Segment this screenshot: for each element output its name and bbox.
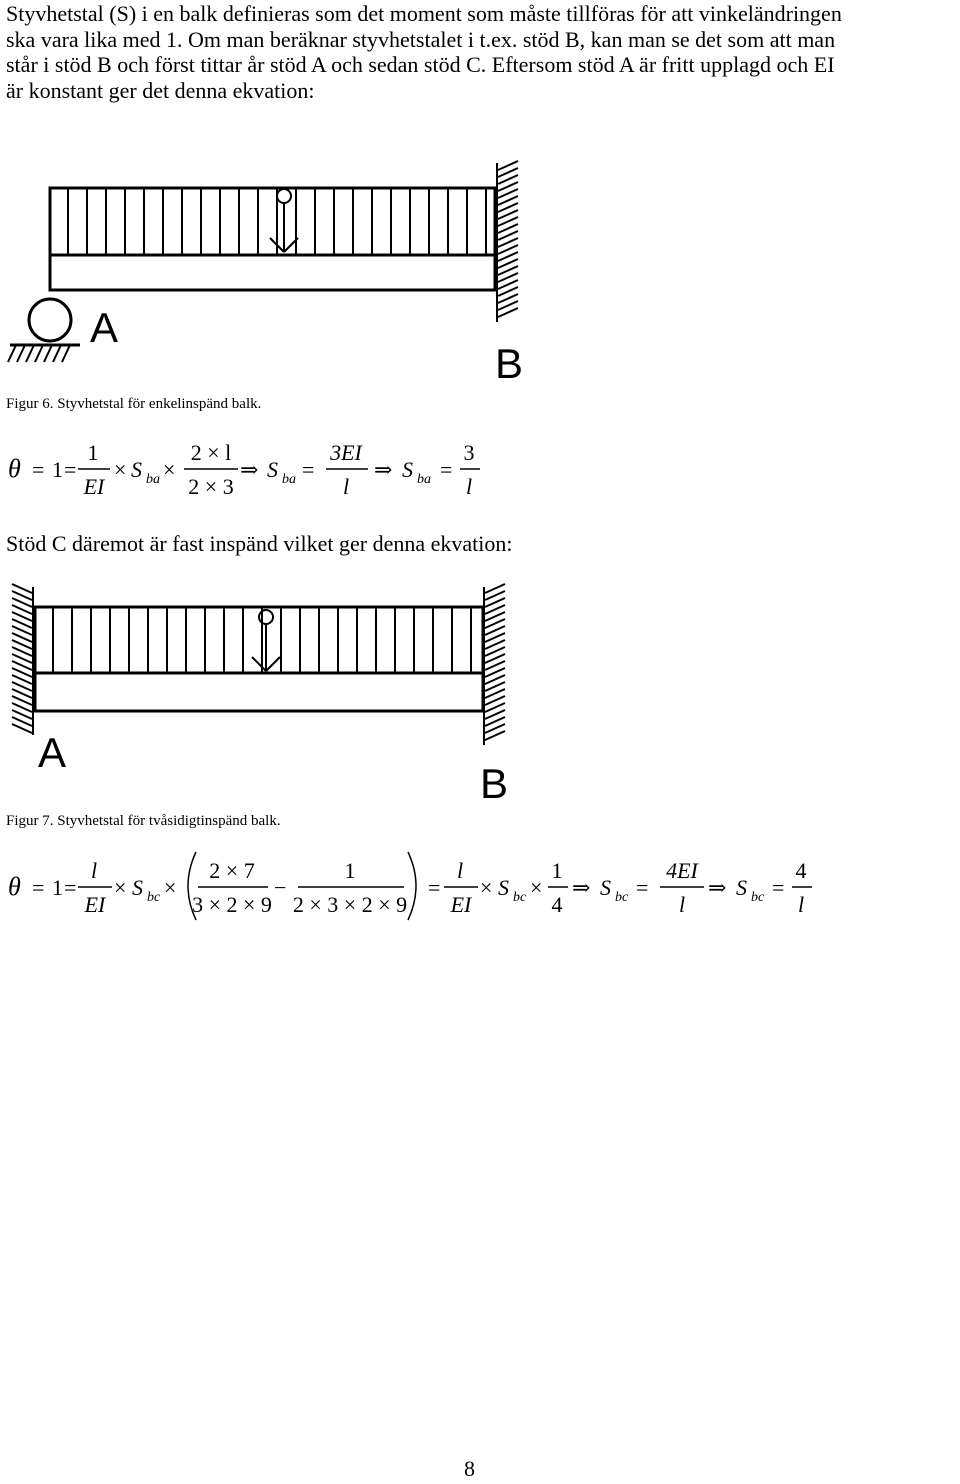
eq2-times-1: ×: [114, 875, 127, 900]
ground-hatch-line: [53, 345, 61, 362]
figure-6-label-b: B: [495, 340, 524, 387]
eq2-frac6-den: l: [678, 892, 686, 917]
eq2-frac2-num: 2 × 7: [209, 858, 255, 883]
figure-7-load-hatch: [53, 607, 471, 673]
eq1-theta: θ: [8, 454, 21, 483]
eq2-equals-1: =: [32, 875, 45, 900]
eq1-frac3-num: 3EI: [330, 440, 362, 465]
eq2-equals-4: =: [636, 875, 649, 900]
figure-6-point-load-arrow: [270, 189, 298, 252]
eq2-frac6-num: 4EI: [666, 858, 698, 883]
eq1-s-2: S: [267, 457, 278, 482]
eq2-frac2-den: 3 × 2 × 9: [192, 892, 272, 917]
eq2-equals-5: =: [772, 875, 785, 900]
intro-line-3: står i stöd B och först tittar år stöd A och sedan stöd C. Eftersom stöd A är fritt upplagd och EI: [6, 52, 835, 77]
eq2-times-3: ×: [480, 875, 493, 900]
middle-text: Stöd C däremot är fast inspänd vilket ger denna ekvation:: [6, 531, 513, 556]
eq1-equals-2: =: [64, 457, 77, 482]
intro-line-2: ska vara lika med 1. Om man beräknar styvhetstalet i t.ex. stöd B, kan man se det som att man: [6, 26, 836, 52]
eq2-equals-3: =: [428, 875, 441, 900]
intro-line-1: Styvhetstal (S) i en balk definieras som det moment som måste tillföras för att vinkeländringen: [6, 1, 842, 26]
eq1-frac1-den: EI: [83, 474, 105, 499]
eq1-equals-4: =: [440, 457, 453, 482]
eq1-equals-1: =: [32, 457, 45, 482]
figure-7-diagram: [0, 575, 960, 815]
intro-line-4: är konstant ger det denna ekvation:: [6, 77, 315, 103]
figure-6-roller-support-a: [10, 299, 80, 345]
eq2-s-1: S: [132, 875, 143, 900]
eq2-frac5-den: 4: [551, 892, 563, 917]
eq2-s-3: S: [600, 875, 611, 900]
eq1-frac1-num: 1: [87, 440, 99, 465]
eq1-times-2: ×: [163, 457, 176, 482]
figure-6-caption: Figur 6. Styvhetstal för enkelinspänd balk.: [6, 396, 262, 412]
eq2-frac1-num: l: [90, 858, 98, 883]
figure-7-fixed-wall-a: [12, 584, 33, 735]
figure-6-ground-hatch: [8, 345, 70, 362]
eq2-frac4-num: l: [456, 858, 464, 883]
figure-6-fixed-wall-b: [497, 161, 518, 322]
eq2-sub-2: bc: [513, 890, 527, 905]
eq2-frac3-den: 2 × 3 × 2 × 9: [292, 892, 408, 917]
figure-7-beam: [35, 607, 483, 711]
eq1-frac2-den: 2 × 3: [188, 474, 234, 499]
ground-hatch-line: [44, 345, 52, 362]
eq1-s-3: S: [402, 457, 413, 482]
eq2-times-4: ×: [530, 875, 543, 900]
eq2-frac7-num: 4: [795, 858, 807, 883]
eq2-equals-2: =: [64, 875, 77, 900]
ground-hatch-line: [62, 345, 70, 362]
eq2-sub-3: bc: [615, 890, 629, 905]
eq2-s-4: S: [736, 875, 747, 900]
figure-6-label-a: A: [90, 304, 119, 351]
ground-hatch-line: [35, 345, 43, 362]
eq2-frac4-den: EI: [450, 892, 472, 917]
eq2-frac3-num: 1: [344, 858, 356, 883]
eq1-implies-2: ⇒: [374, 457, 393, 482]
eq2-one: 1: [52, 875, 63, 900]
ground-hatch-line: [17, 345, 25, 362]
eq1-frac4-den: l: [465, 474, 473, 499]
eq1-sub-3: ba: [417, 472, 431, 487]
eq1-times-1: ×: [114, 457, 127, 482]
eq2-frac5-num: 1: [551, 858, 563, 883]
ground-hatch-line: [8, 345, 16, 362]
eq2-s-2: S: [498, 875, 509, 900]
eq1-equals-3: =: [302, 457, 315, 482]
figure-7-point-load-arrow: [252, 610, 280, 671]
figure-6-diagram: [0, 0, 960, 400]
ground-hatch-line: [26, 345, 34, 362]
eq1-frac2-num: 2 × l: [190, 440, 232, 465]
figure-7-label-b: B: [480, 760, 509, 807]
eq2-right-paren: [408, 852, 416, 920]
eq2-implies-2: ⇒: [708, 875, 727, 900]
eq2-theta: θ: [8, 872, 21, 901]
figure-7-caption: Figur 7. Styvhetstal för tvåsidigtinspänd balk.: [6, 813, 281, 829]
eq2-frac1-den: EI: [84, 892, 106, 917]
eq2-sub-4: bc: [751, 890, 765, 905]
eq1-s-1: S: [131, 457, 142, 482]
eq1-frac4-num: 3: [463, 440, 475, 465]
eq2-minus: −: [274, 875, 287, 900]
page-number: 8: [464, 1456, 475, 1481]
eq2-sub-1: bc: [147, 890, 161, 905]
eq1-frac3-den: l: [342, 474, 350, 499]
eq2-implies-1: ⇒: [572, 875, 591, 900]
figure-7-label-a: A: [38, 729, 67, 776]
eq1-one: 1: [52, 457, 63, 482]
figure-7-fixed-wall-b: [484, 584, 505, 745]
eq1-sub-2: ba: [282, 472, 296, 487]
eq2-frac7-den: l: [797, 892, 805, 917]
eq1-sub-1: ba: [146, 472, 160, 487]
eq2-times-2: ×: [164, 875, 177, 900]
equation-1: [0, 432, 960, 512]
equation-2: [0, 848, 960, 938]
eq1-implies-1: ⇒: [240, 457, 259, 482]
